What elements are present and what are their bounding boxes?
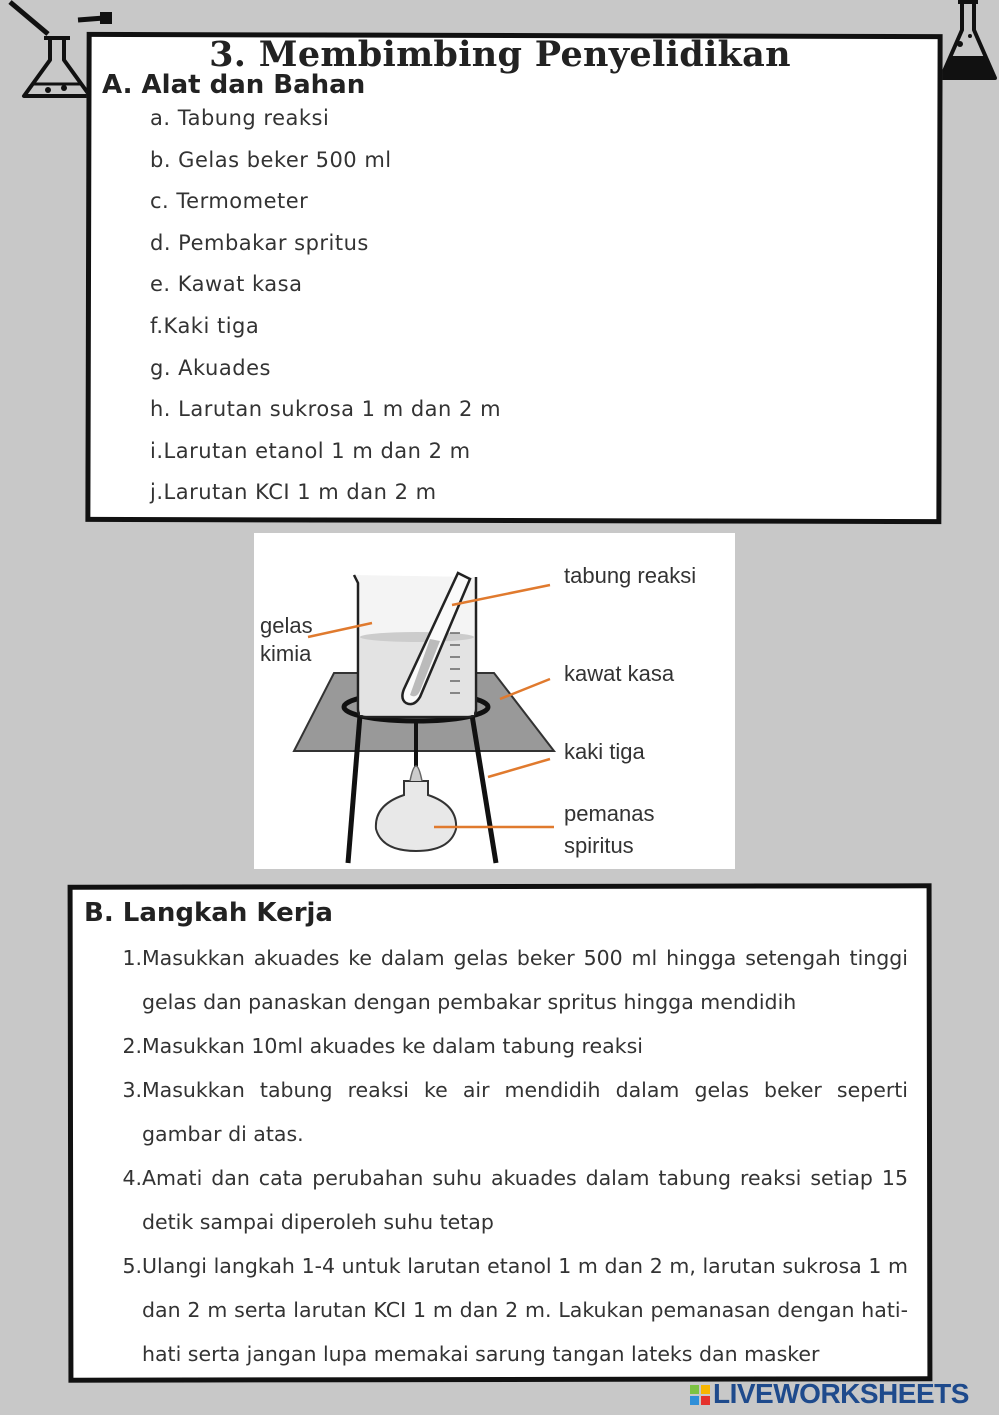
list-item: b. Gelas beker 500 ml [150,147,392,172]
steps-list [118,936,908,1376]
apparatus-figure [254,533,735,869]
list-item: e. Kawat kasa [150,272,303,297]
label-pemanas: pemanas [564,801,655,826]
step-item [118,1156,908,1244]
page-title: 3. Membimbing Penyelidikan [209,34,791,75]
list-item: i.Larutan etanol 1 m dan 2 m [150,438,471,463]
step-item [118,1024,908,1068]
label-kawat-kasa: kawat kasa [564,661,675,686]
step-number: 1. [122,946,142,970]
list-item: h. Larutan sukrosa 1 m dan 2 m [150,397,502,422]
step-text: Masukkan tabung reaksi ke air mendidih dalam gelas beker seperti gambar di atas. [142,1078,908,1146]
label-spiritus: spiritus [564,833,634,858]
list-item: f.Kaki tiga [150,313,260,338]
label-tabung-reaksi: tabung reaksi [564,563,697,588]
step-item [118,936,908,1024]
materials-heading: A. Alat dan Bahan [102,70,366,100]
label-kaki-tiga: kaki tiga [564,739,645,764]
step-text: Masukkan 10ml akuades ke dalam tabung reaksi [142,1034,643,1058]
steps-heading: B. Langkah Kerja [84,898,333,928]
list-item: j.Larutan KCI 1 m dan 2 m [150,480,437,505]
liveworksheets-logo-icon [690,1385,710,1405]
step-text: Amati dan cata perubahan suhu akuades dalam tabung reaksi setiap 15 detik sampai diperoleh suhu tetap [142,1166,908,1234]
step-number: 2. [122,1034,142,1058]
brand-text: LIVEWORKSHEETS [713,1378,969,1409]
materials-list [150,104,501,520]
list-item: g. Akuades [150,355,271,380]
step-text: Ulangi langkah 1-4 untuk larutan etanol 1 m dan 2 m, larutan sukrosa 1 m dan 2 m serta larutan KCI 1 m dan 2 m. Lakukan pemanasan dengan hati-hati serta jangan lupa memakai sarung tangan lateks dan masker [142,1254,908,1366]
step-item [118,1068,908,1156]
step-number: 3. [122,1078,142,1102]
step-number: 4. [122,1166,142,1190]
label-gelas: gelas [260,613,313,638]
list-item: a. Tabung reaksi [150,106,330,130]
step-item [118,1244,908,1376]
label-kimia: kimia [260,641,312,666]
step-text: Masukkan akuades ke dalam gelas beker 500 ml hingga setengah tinggi gelas dan panaskan dengan pembakar spritus hingga mendidih [142,946,908,1014]
liveworksheets-logo[interactable] [690,1378,969,1410]
spirit-burner [376,781,456,851]
list-item: d. Pembakar spritus [150,230,369,255]
step-number: 5. [122,1254,142,1278]
leader-line [488,759,550,777]
list-item: c. Termometer [150,189,309,214]
